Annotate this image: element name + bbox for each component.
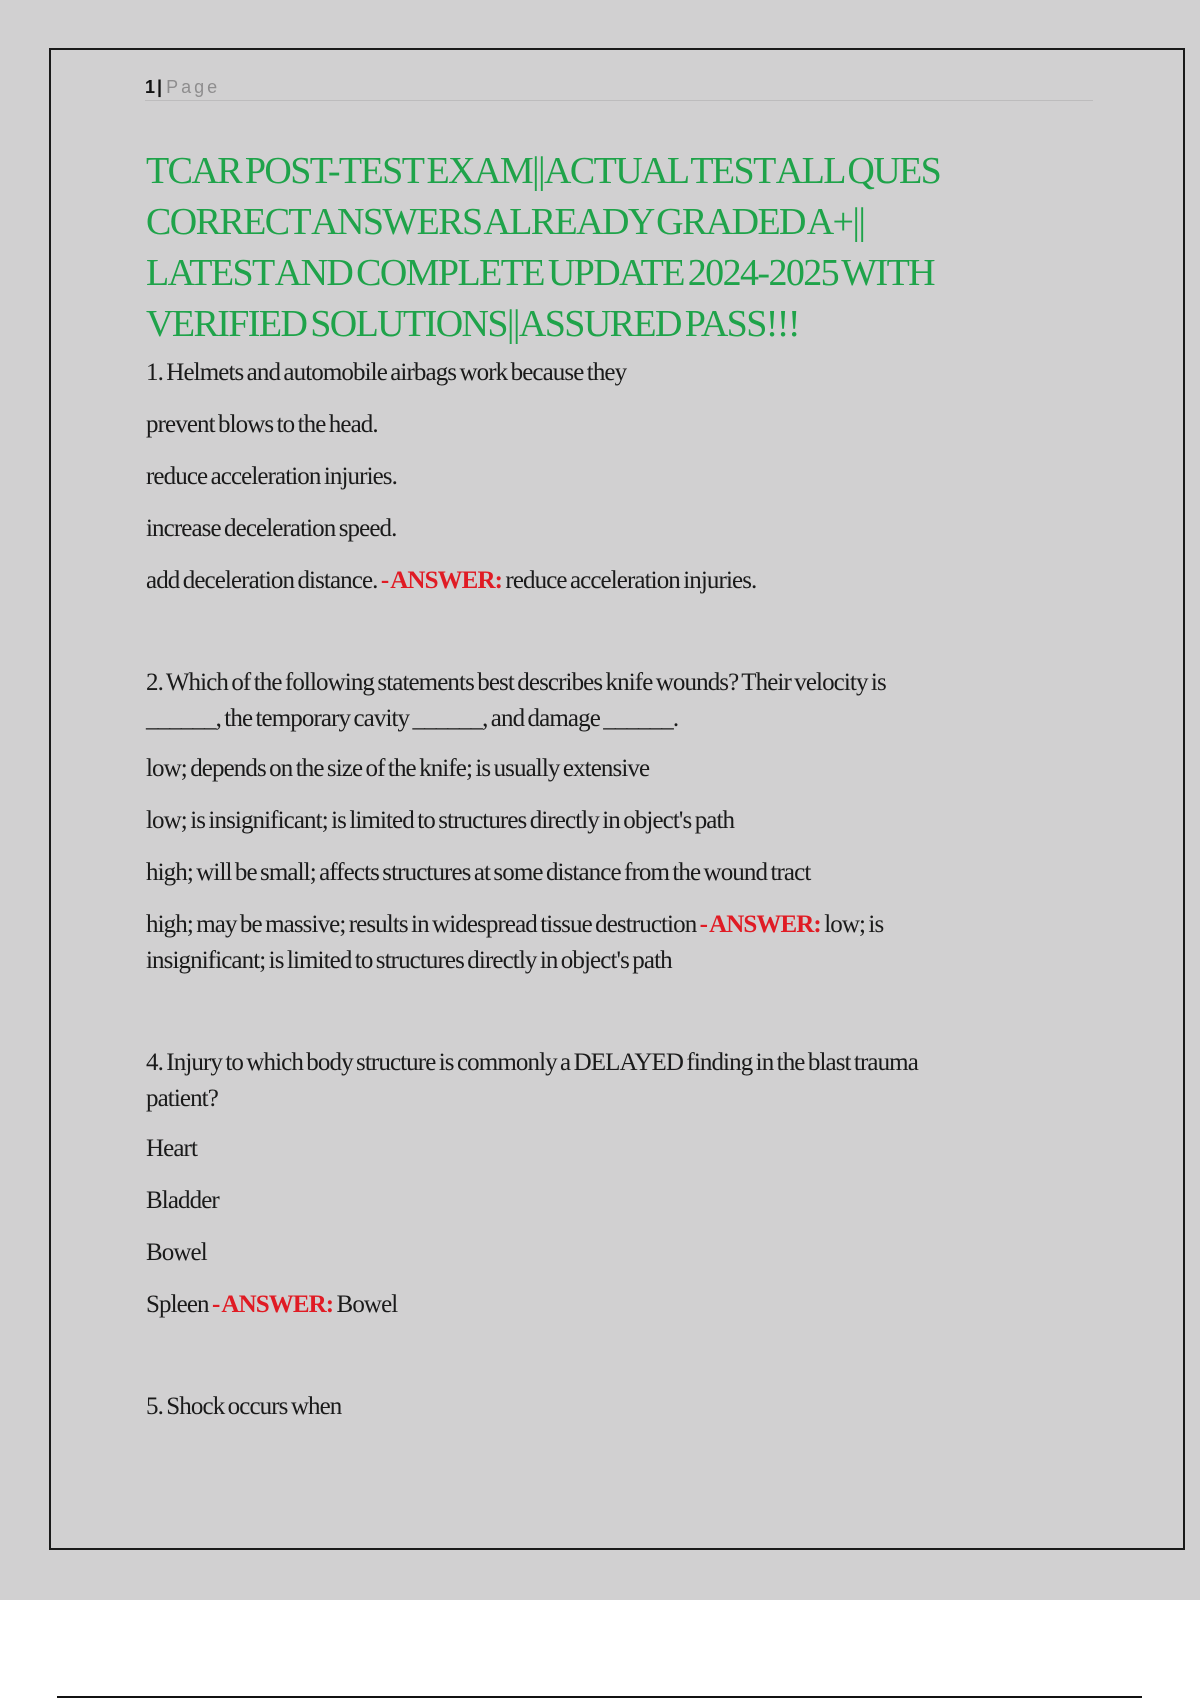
- question-1-stem: 1. Helmets and automobile airbags work because they: [146, 359, 627, 386]
- question-2-answer-continued: insignificant; is limited to structures directly in object's path: [146, 947, 672, 974]
- bottom-divider: [57, 1696, 1142, 1698]
- document-content: [146, 146, 1086, 1441]
- question-2-option: high; may be massive; results in widespread tissue destruction: [146, 911, 697, 938]
- question-4-stem-line: patient?: [146, 1085, 218, 1112]
- title-line: VERIFIED SOLUTIONS||ASSURED PASS!!!: [146, 303, 799, 345]
- page-label: Page: [166, 77, 221, 97]
- question-4-answer: Bowel: [336, 1291, 398, 1318]
- question-2-stem-line: ______, the temporary cavity ______, and damage ______.: [146, 705, 679, 732]
- question-2-answer: low; is: [824, 911, 884, 938]
- question-1-option: increase deceleration speed.: [146, 515, 397, 542]
- question-5-stem: 5. Shock occurs when: [146, 1393, 342, 1420]
- question-2-stem-line: 2. Which of the following statements best describes knife wounds? Their velocity is: [146, 669, 886, 696]
- page-header: [145, 74, 1093, 101]
- question-4-option: Bladder: [146, 1187, 219, 1214]
- question-4-option: Bowel: [146, 1239, 207, 1266]
- question-1-answer: reduce acceleration injuries.: [505, 567, 757, 594]
- question-4-stem-line: 4. Injury to which body structure is commonly a DELAYED finding in the blast trauma: [146, 1049, 918, 1076]
- question-2-option: low; depends on the size of the knife; is usually extensive: [146, 755, 650, 782]
- question-2-option-with-answer: [146, 907, 1086, 979]
- spacer: [146, 615, 1086, 665]
- title-line: TCAR POST-TEST EXAM||ACTUAL TEST ALL QUES: [146, 150, 941, 192]
- answer-marker: - ANSWER:: [212, 1291, 334, 1318]
- question-1-option: prevent blows to the head.: [146, 411, 378, 438]
- question-4-option: Heart: [146, 1135, 198, 1162]
- question-4-stem: [146, 1045, 1086, 1117]
- document-title: [146, 146, 1086, 350]
- question-2-option: high; will be small; affects structures at some distance from the wound tract: [146, 859, 811, 886]
- page-separator: |: [157, 77, 163, 97]
- title-line: LATEST AND COMPLETE UPDATE 2024-2025 WITH: [146, 252, 935, 294]
- question-4-option: Spleen: [146, 1291, 209, 1318]
- question-1-option: reduce acceleration injuries.: [146, 463, 397, 490]
- page-number: 1: [145, 77, 156, 97]
- question-2-stem: [146, 665, 1086, 737]
- question-2-option: low; is insignificant; is limited to structures directly in object's path: [146, 807, 735, 834]
- answer-marker: - ANSWER:: [380, 567, 503, 594]
- spacer: [146, 1339, 1086, 1389]
- title-line: CORRECT ANSWERS ALREADY GRADED A+||: [146, 201, 865, 243]
- answer-marker: - ANSWER:: [699, 911, 821, 938]
- question-1-option: add deceleration distance.: [146, 567, 378, 594]
- question-1-option-with-answer: [146, 563, 1086, 599]
- spacer: [146, 995, 1086, 1045]
- question-4-option-with-answer: [146, 1287, 1086, 1323]
